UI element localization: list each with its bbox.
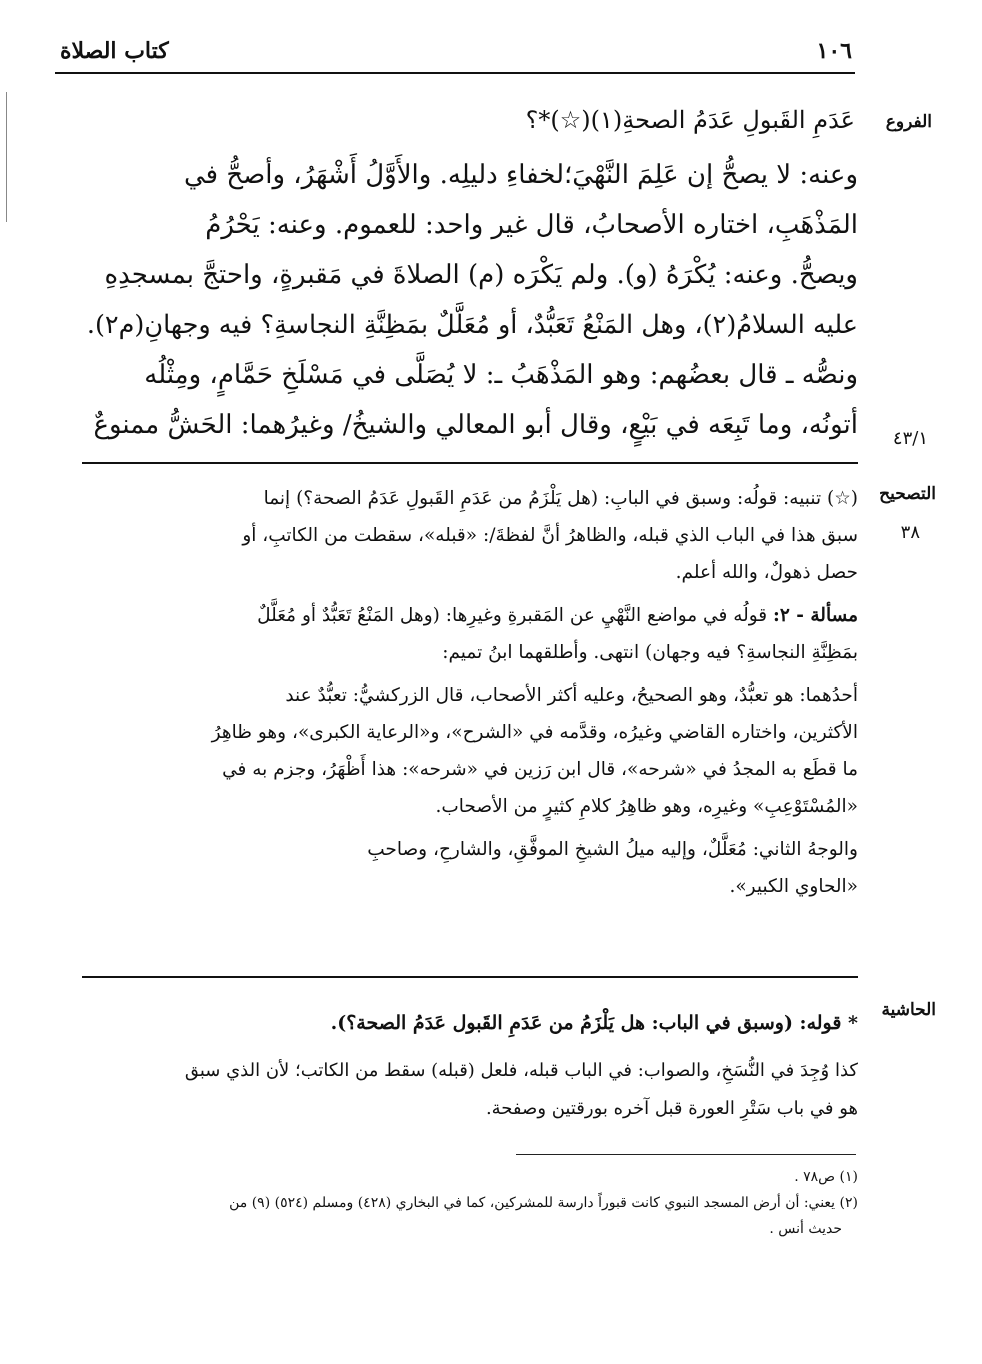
tashih-line: سبق هذا في الباب الذي قبله، والظاهرُ أنَّ لفظةَ/: «قبله»، سقطت من الكاتبِ، أو <box>242 525 858 546</box>
footnotes <box>82 1164 858 1242</box>
issue-number: مسألة - ٢: <box>773 605 858 626</box>
furu-line: ونصُّه ـ قال بعضُهم: وهو المَذْهَبُ ـ: لا يُصَلَّى في مَسْلَخِ حَمَّامٍ، ومِثْلُه <box>144 360 858 390</box>
furu-line: عليه السلامُ(٢)، وهل المَنْعُ تَعَبُّدٌ، أو مُعَلَّلٌ بمَظِنَّةِ النجاسةِ؟ فيه وجهانِ(م٢). <box>86 310 858 340</box>
tashih-line: «الحاوي الكبير». <box>729 876 858 897</box>
tashih-line: ما قطَع به المجدُ في «شرحه»، قال ابن رَزين في «شرحه»: هذا أَظْهَرُ، وجزم به في <box>222 759 858 780</box>
tashih-volume-ref: ٣٨ <box>900 522 920 543</box>
furu-body <box>82 150 858 450</box>
running-title: كتاب الصلاة <box>60 38 169 64</box>
hashiya-body <box>82 1004 858 1128</box>
furu-lead-line: عَدَمِ القَبولِ عَدَمُ الصحةِ(١)(☆)*؟ <box>525 106 855 134</box>
page-number: ١٠٦ <box>816 38 852 64</box>
tashih-line: «المُسْتَوْعِبِ» وغيرِه، وهو ظاهِرُ كلامِ كثيرٍ من الأصحاب. <box>435 796 858 817</box>
tashih-line: والوجهُ الثاني: مُعَلَّلٌ، وإليه ميلُ الشيخِ الموفَّقِ، والشارحِ، وصاحبِ <box>367 839 858 860</box>
tashih-line: بمَظِنَّةِ النجاسةِ؟ فيه وجهان) انتهى. وأطلقهما ابنُ تميم: <box>442 642 858 663</box>
tashih-body <box>80 480 858 905</box>
section-label-tashih: التصحيح <box>879 484 936 504</box>
section-label-hashiya: الحاشية <box>881 1000 936 1020</box>
furu-line: المَذْهَبِ، اختاره الأصحابُ، قال غير واحد: للعموم. وعنه: يَحْرُمُ <box>205 210 858 240</box>
section-divider <box>82 976 858 978</box>
tashih-line: الأكثرين، واختاره القاضي وغيرُه، وقدَّمه في «الشرح»، و«الرعاية الكبرى»، وهو ظاهِرُ <box>211 722 858 743</box>
furu-volume-ref: ٤٣/١ <box>892 428 928 449</box>
tashih-line: أحدُهما: هو تعبُّدٌ، وهو الصحيحُ، وعليه أكثر الأصحاب، قال الزركشيُّ: تعبُّدٌ عند <box>285 685 858 706</box>
footnote: (٢) يعني: أن أرض المسجد النبوي كانت قبوراً دارسة للمشركين، كما في البخاري (٤٢٨) ومسلم (٥٢٤) (٩) من <box>229 1195 858 1211</box>
furu-line: أتونُه، وما تَبِعَه في بَيْعٍ، وقال أبو المعالي والشيخُ/ وغيرُهما: الحَشُّ ممنوعٌ <box>93 410 858 440</box>
footnote-separator <box>516 1154 856 1155</box>
section-divider <box>82 462 858 464</box>
hashiya-heading: * قوله: (وسبق في الباب: هل يَلْزَمُ من عَدَمِ القَبول عَدَمُ الصحة؟). <box>330 1012 858 1034</box>
footnote: (١) ص٧٨ . <box>794 1169 858 1185</box>
furu-line: وعنه: لا يصحُّ إن عَلِمَ النَّهْيَ؛لخفاءِ دليلِه. والأَوَّلُ أَشْهَرُ، وأصحُّ في <box>184 160 858 190</box>
issue-text: قولُه في مواضع النَّهْيِ عن المَقبرةِ وغيرِها: (وهل المَنْعُ تَعَبُّدٌ أو مُعَلَّلٌ <box>257 605 768 626</box>
hashiya-line: كذا وُجِدَ في النُّسَخِ، والصواب: في الباب قبله، فلعل (قبله) سقط من الكاتب؛ لأن الذي سبق <box>184 1060 858 1081</box>
footnote: حديث أنس . <box>769 1221 842 1237</box>
header-rule <box>55 72 855 74</box>
scan-edge-mark <box>6 92 7 222</box>
hashiya-line: هو في باب سَتْرِ العورة قبل آخره بورقتين وصفحة. <box>485 1098 858 1119</box>
furu-line: ويصحُّ. وعنه: يُكْرَهُ (و). ولم يَكْرَه (م) الصلاةَ في مَقبرةٍ، واحتجَّ بمسجدِهِ <box>104 260 858 290</box>
tashih-line: (☆) تنبيه: قولُه: وسبق في البابِ: (هل يَلْزَمُ من عَدَمِ القَبولِ عَدَمُ الصحة؟) إنما <box>263 488 858 509</box>
tashih-line: حصل ذهولٌ، والله أعلم. <box>675 562 858 583</box>
section-label-furu: الفروع <box>885 112 932 132</box>
tashih-line <box>80 597 858 634</box>
